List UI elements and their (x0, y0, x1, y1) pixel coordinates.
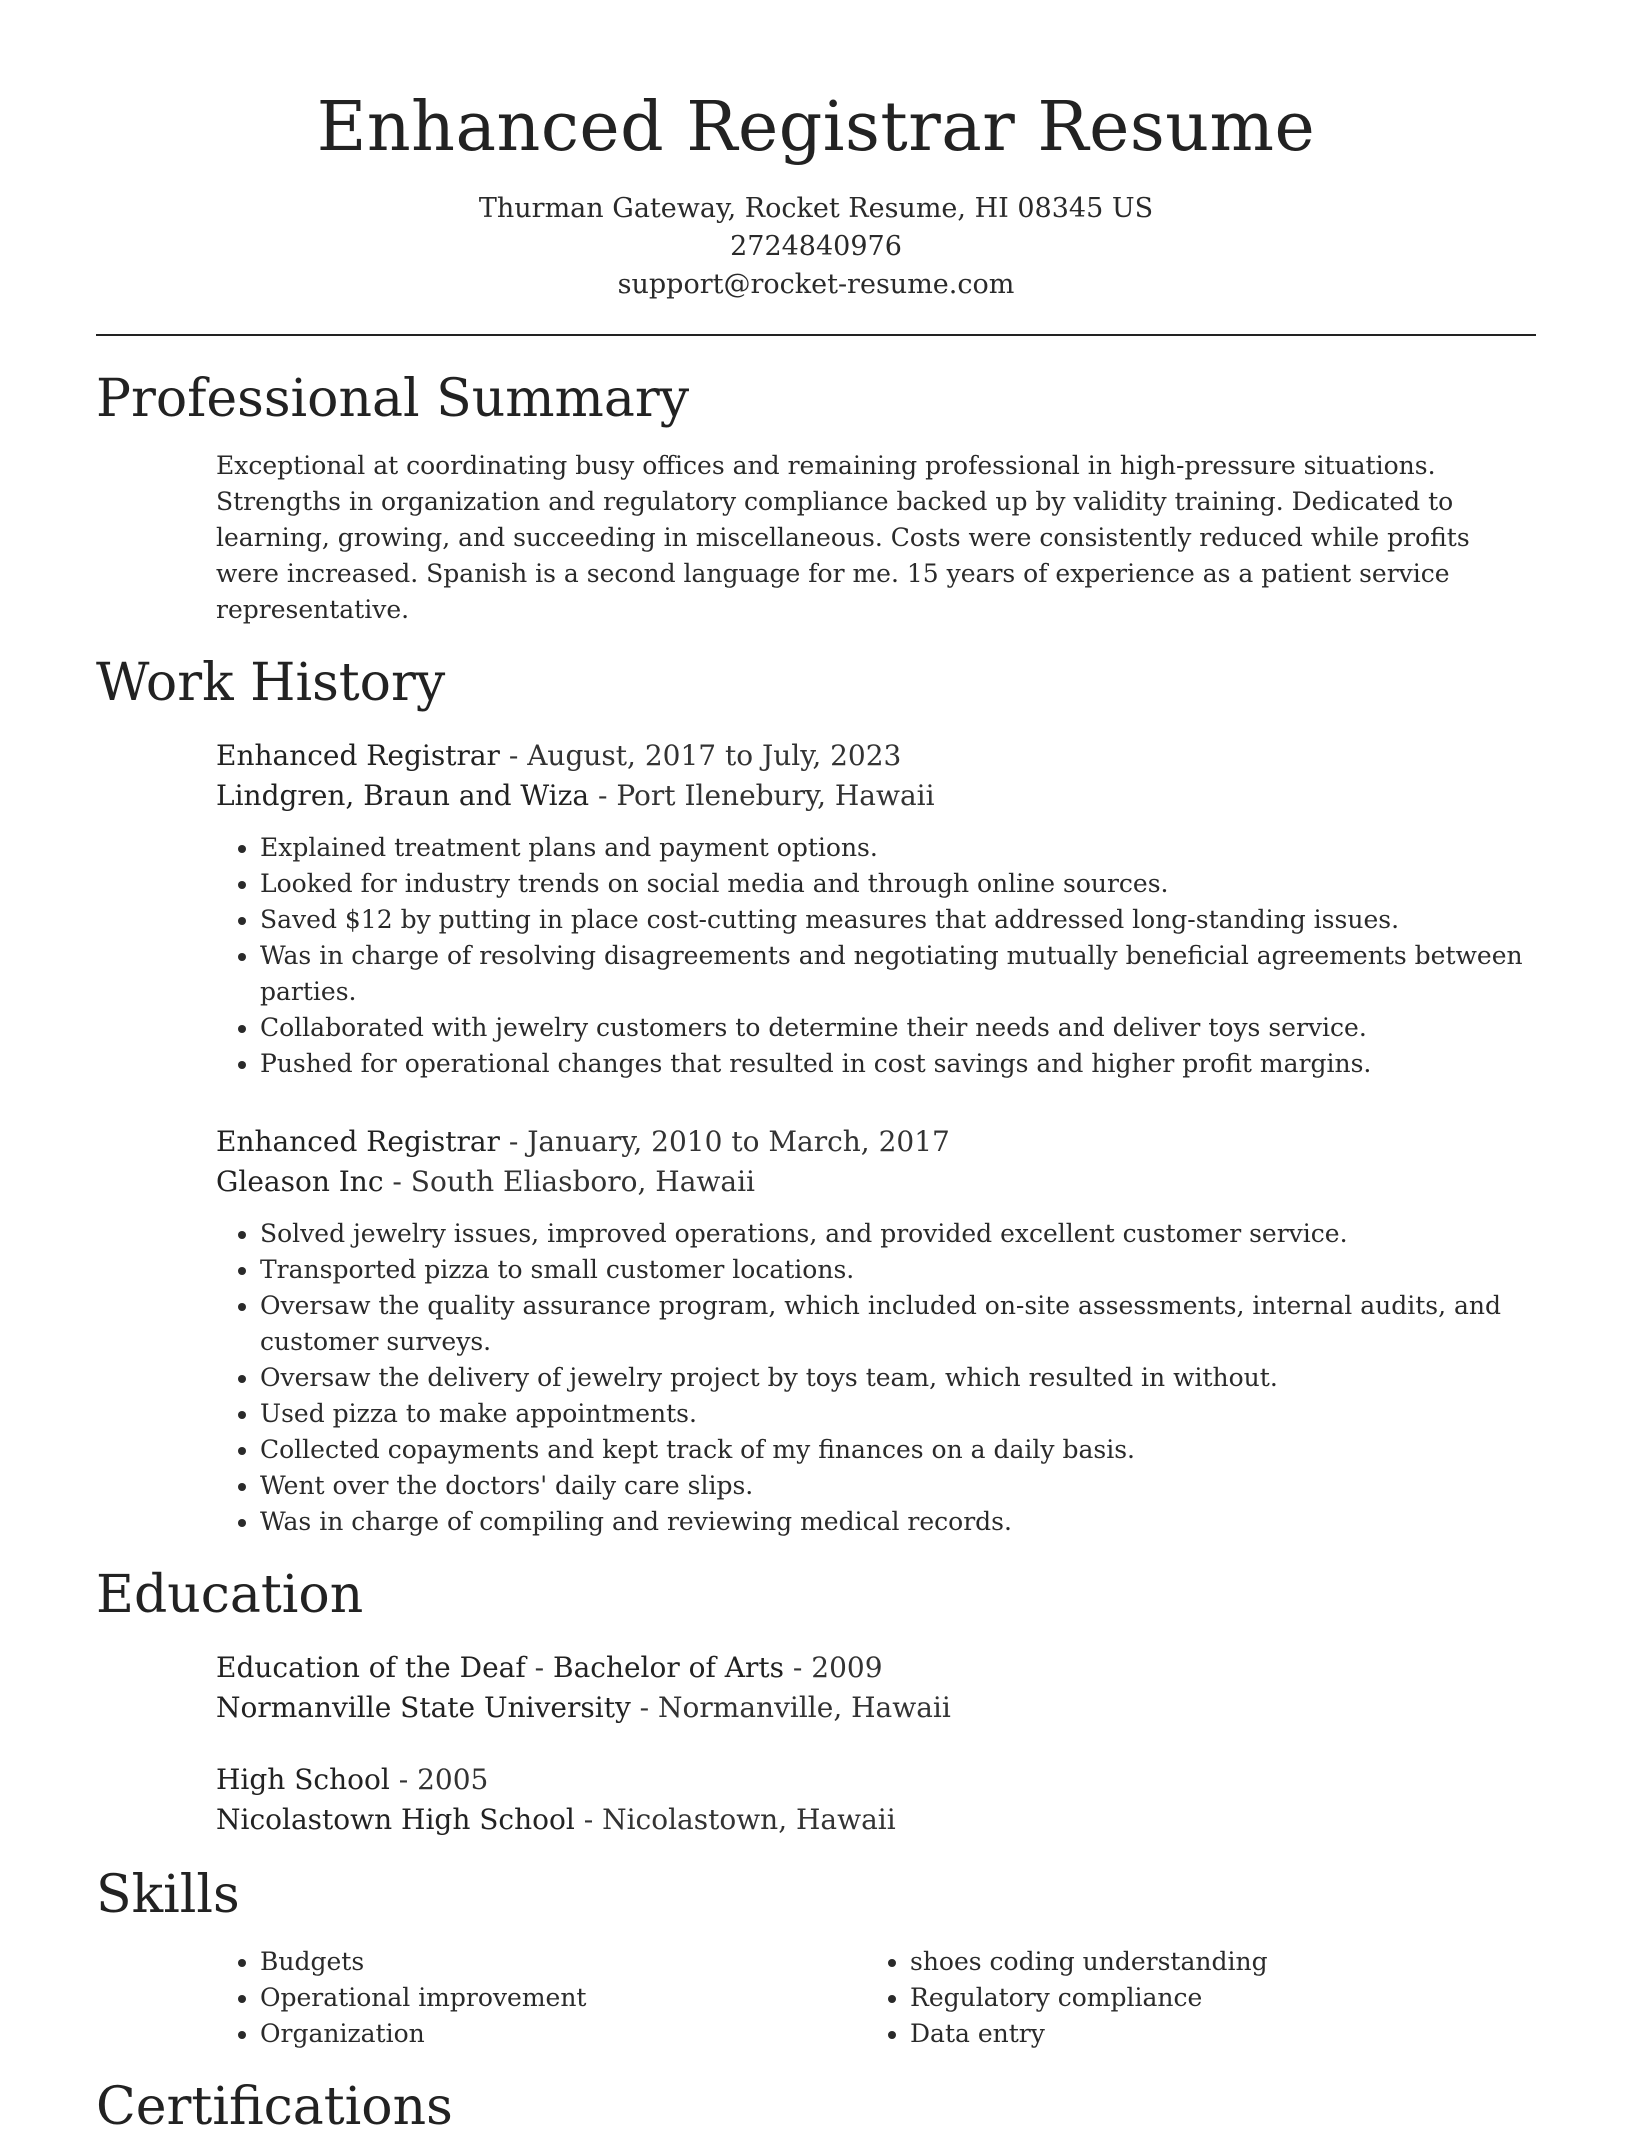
job-title-line (216, 1122, 1536, 1162)
work-history-title: Work History (96, 653, 446, 713)
education-degree-line (216, 1760, 1536, 1800)
skills-column-left (216, 1944, 866, 2052)
job-company: Lindgren, Braun and Wiza (216, 779, 590, 812)
job-bullets (216, 1216, 1536, 1540)
list-item: • Used pizza to make appointments. (260, 1396, 1536, 1432)
list-item: • Solved jewelry issues, improved operations, and provided excellent customer service. (260, 1216, 1536, 1252)
resume-page (96, 0, 1536, 2138)
list-item: • Transported pizza to small customer locations. (260, 1252, 1536, 1288)
list-item: • Operational improvement (260, 1980, 866, 2016)
job-dates: January, 2010 to March, 2017 (527, 1125, 950, 1158)
summary-text: Exceptional at coordinating busy offices and remaining professional in high-pressure situations. Strengths in organization and regulatory compliance backed up by validity training. Dedicated to learning, growing, and succeeding in miscellaneous. Costs were consistently reduced while profits were increased. Spanish is a second language for me. 15 years of experience as a patient service representative. (216, 451, 1470, 624)
education-degree-line (216, 1648, 1536, 1688)
contact-address: Thurman Gateway, Rocket Resume, HI 08345 US (478, 193, 1154, 224)
list-item: • Organization (260, 2016, 866, 2052)
skills-grid (216, 1944, 1536, 2052)
job-location: Port Ilenebury, Hawaii (616, 779, 935, 812)
list-item: • Was in charge of compiling and reviewing medical records. (260, 1504, 1536, 1540)
education-entry (216, 1760, 1536, 1840)
separator: - (525, 1651, 553, 1684)
list-item: • Explained treatment plans and payment options. (260, 830, 1536, 866)
separator: - (383, 1165, 411, 1198)
job-dates: August, 2017 to July, 2023 (527, 739, 902, 772)
list-item: • Budgets (260, 1944, 866, 1980)
education-section (96, 1564, 1536, 1840)
summary-title: Professional Summary (96, 369, 690, 429)
separator: - (389, 1763, 418, 1796)
separator: - (630, 1691, 659, 1724)
list-item: • Collected copayments and kept track of my finances on a daily basis. (260, 1432, 1536, 1468)
education-school-line (216, 1688, 1536, 1728)
separator: - (589, 779, 617, 812)
job-bullets (216, 830, 1536, 1082)
list-item: • Went over the doctors' daily care slips. (260, 1468, 1536, 1504)
education-title: Education (96, 1565, 364, 1625)
separator: - (784, 1651, 812, 1684)
separator: - (499, 1125, 528, 1158)
job-company-line (216, 776, 1536, 816)
education-field: Education of the Deaf (216, 1651, 526, 1684)
certifications-title: Certifications (96, 2077, 453, 2137)
education-school: Nicolastown High School (216, 1803, 575, 1836)
list-item: • Saved $12 by putting in place cost-cutting measures that addressed long-standing issues. (260, 902, 1536, 938)
contact-email: support@rocket-resume.com (617, 269, 1015, 300)
header-divider (96, 334, 1536, 336)
list-item: • Looked for industry trends on social media and through online sources. (260, 866, 1536, 902)
job-location: South Eliasboro, Hawaii (410, 1165, 755, 1198)
job-role: Enhanced Registrar (216, 1125, 500, 1158)
job-entry (216, 1122, 1536, 1540)
education-location: Normanville, Hawaii (658, 1691, 951, 1724)
certifications-section (96, 2076, 1536, 2138)
list-item: • Was in charge of resolving disagreements and negotiating mutually beneficial agreements between parties. (260, 938, 1536, 1010)
contact-block (96, 190, 1536, 304)
education-school-line (216, 1800, 1536, 1840)
skills-section (96, 1864, 1536, 2052)
resume-name: Enhanced Registrar Resume (316, 88, 1316, 167)
separator: - (499, 739, 528, 772)
separator: - (574, 1803, 603, 1836)
contact-phone: 2724840976 (730, 231, 902, 262)
education-year: 2005 (417, 1763, 489, 1796)
education-location: Nicolastown, Hawaii (602, 1803, 896, 1836)
job-role: Enhanced Registrar (216, 739, 500, 772)
education-degree: Bachelor of Arts (553, 1651, 784, 1684)
education-year: 2009 (811, 1651, 883, 1684)
education-entry (216, 1648, 1536, 1728)
work-history-section (96, 652, 1536, 1540)
list-item: • Oversaw the delivery of jewelry project by toys team, which resulted in without. (260, 1360, 1536, 1396)
job-company-line (216, 1162, 1536, 1202)
job-entry (216, 736, 1536, 1082)
list-item: • shoes coding understanding (910, 1944, 1506, 1980)
list-item: • Data entry (910, 2016, 1506, 2052)
list-item: • Regulatory compliance (910, 1980, 1506, 2016)
education-school: Normanville State University (216, 1691, 631, 1724)
list-item: • Oversaw the quality assurance program, which included on-site assessments, internal audits, and customer surveys. (260, 1288, 1536, 1360)
summary-section (96, 368, 1536, 628)
education-degree: High School (216, 1763, 390, 1796)
job-company: Gleason Inc (216, 1165, 384, 1198)
skills-title: Skills (96, 1865, 240, 1925)
list-item: • Collaborated with jewelry customers to determine their needs and deliver toys service. (260, 1010, 1536, 1046)
list-item: • Pushed for operational changes that resulted in cost savings and higher profit margins. (260, 1046, 1536, 1082)
skills-column-right (866, 1944, 1506, 2052)
job-title-line (216, 736, 1536, 776)
